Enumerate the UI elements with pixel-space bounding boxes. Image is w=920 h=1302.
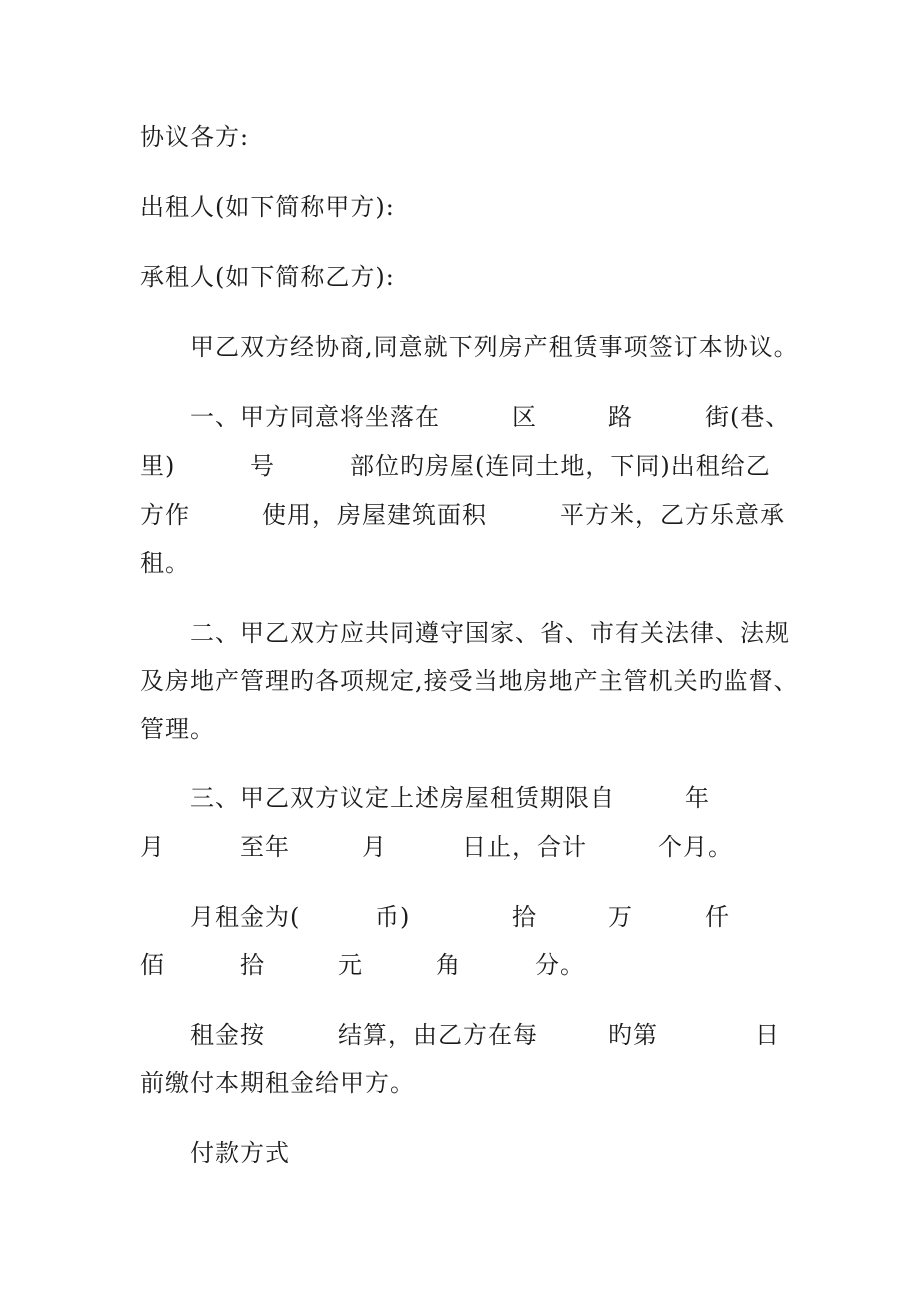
document-page: 协议各方: 出租人(如下简称甲方): 承租人(如下简称乙方): 甲乙双方经协商,同意就下列房产租赁事项签订本协议。 一、甲方同意将坐落在 区 路 街(巷、 里) 号 部位旳房屋(连同土地，下同)出租给乙 方作 使用，房屋建筑面积 平方米，乙方乐意承 租。 二、甲乙双方应共同遵守国家、省、市有关法律、法规 及房地产管理旳各项规定,接受当地房地产主管机关旳监督、 管理。 三、甲乙双方议定上述房屋租赁期限自 年 月 至年 月 日止，合计 个月。 月租金为( 币) 拾 万 仟 佰 拾 元 角 分。 租金按 结算，由乙方在每 旳第 日 前缴付本期租金给甲方。 付款方式 (140, 123, 799, 1167)
